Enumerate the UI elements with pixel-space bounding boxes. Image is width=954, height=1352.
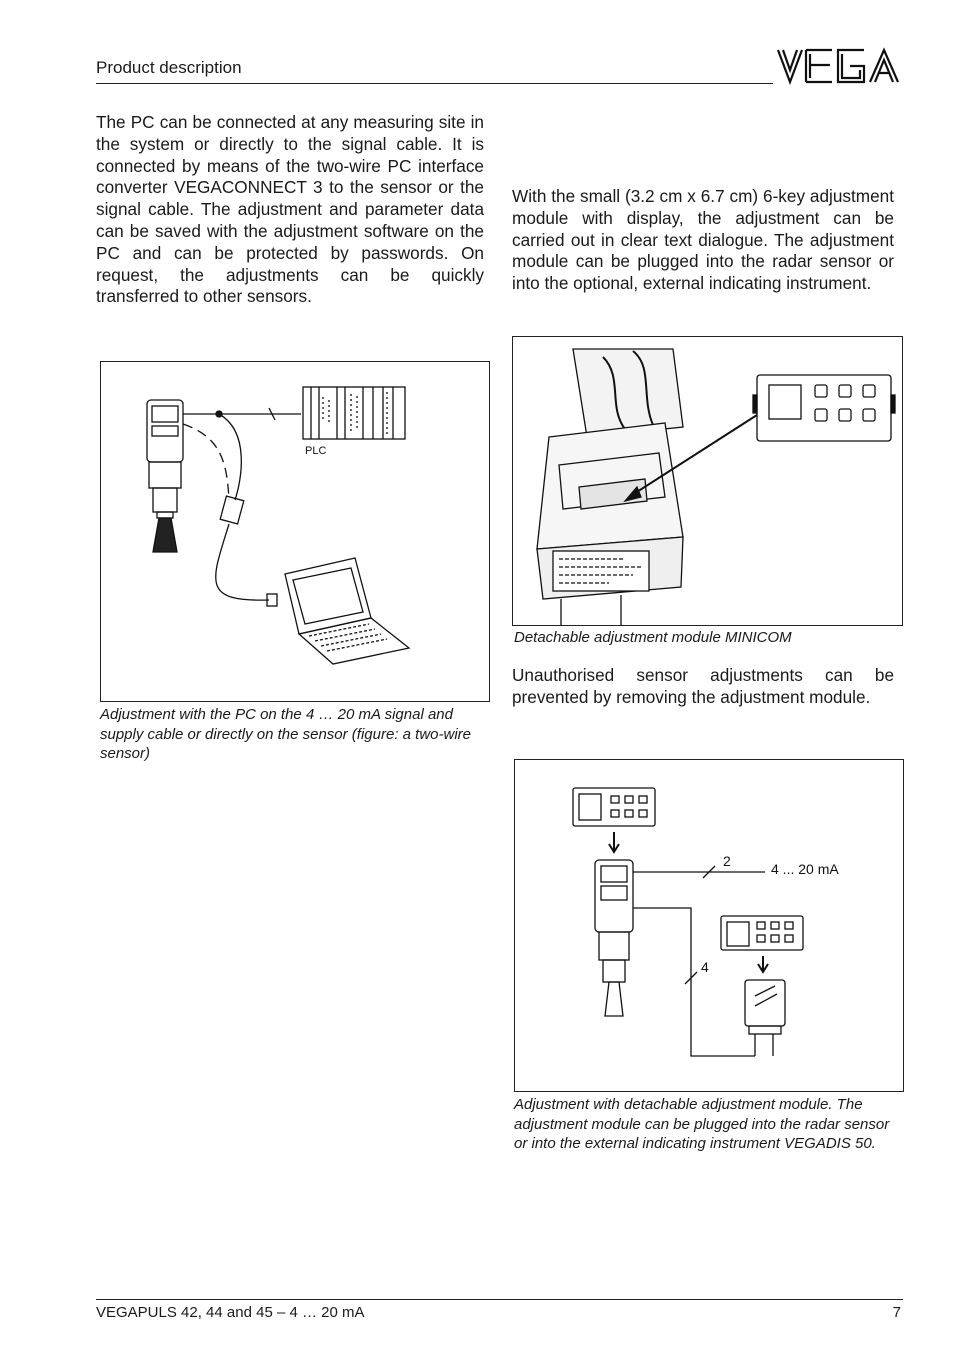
adjustment-module-external xyxy=(721,916,803,950)
footer-product: VEGAPULS 42, 44 and 45 – 4 … 20 mA xyxy=(96,1304,365,1321)
footer-rule xyxy=(96,1299,903,1300)
sensor-lid xyxy=(573,349,683,437)
vegadis-50 xyxy=(745,980,785,1026)
header-rule xyxy=(96,83,773,84)
detachable-module-diagram xyxy=(515,760,903,1091)
plc-cabinet xyxy=(303,387,405,439)
current-label: 4 ... 20 mA xyxy=(771,861,839,877)
detachable-module-figure xyxy=(514,759,904,1092)
intro-paragraph: The PC can be connected at any measuring site in the system or directly to the signal cable. It is connected by means of the two-wire PC interface converter VEGACONNECT 3 to the sensor or the signal cable. The adjustment and parameter data can be saved with the adjustment software on the PC and can be protected by passwords. On request, the adjustments can be quickly transferred to other sensors. xyxy=(96,112,484,307)
figure-1-caption: Adjustment with the PC on the 4 … 20 mA signal and supply cable or directly on the sensor (figure: a two-wire sensor) xyxy=(100,706,472,762)
interface-converter xyxy=(220,496,244,524)
pc-adjustment-figure xyxy=(100,361,490,702)
page-number: 7 xyxy=(892,1304,901,1321)
minicom-drawing xyxy=(513,337,902,625)
plc-label: PLC xyxy=(305,445,327,457)
minicom-paragraph: With the small (3.2 cm x 6.7 cm) 6-key adjustment module with display, the adjustment can be carried out in clear text dialogue. The adjustment module can be plugged into the radar sensor or into the optional, external indicating instrument. xyxy=(512,186,894,294)
wire-count-2: 2 xyxy=(723,853,731,869)
pc-adjustment-diagram xyxy=(101,362,489,701)
figure-2-caption: Detachable adjustment module MINICOM xyxy=(514,629,792,646)
figure-3-caption: Adjustment with detachable adjustment module. The adjustment module can be plugged into the radar sensor or into the external indicating instrument VEGADIS 50. xyxy=(514,1096,890,1152)
sensor-display xyxy=(152,406,178,422)
wire-count-4: 4 xyxy=(701,959,709,975)
horn-antenna xyxy=(153,518,177,552)
minicom-figure xyxy=(512,336,903,626)
section-title: Product description xyxy=(96,58,242,77)
vega-logo xyxy=(776,46,902,86)
removal-paragraph: Unauthorised sensor adjustments can be prevented by removing the adjustment module. xyxy=(512,665,894,707)
